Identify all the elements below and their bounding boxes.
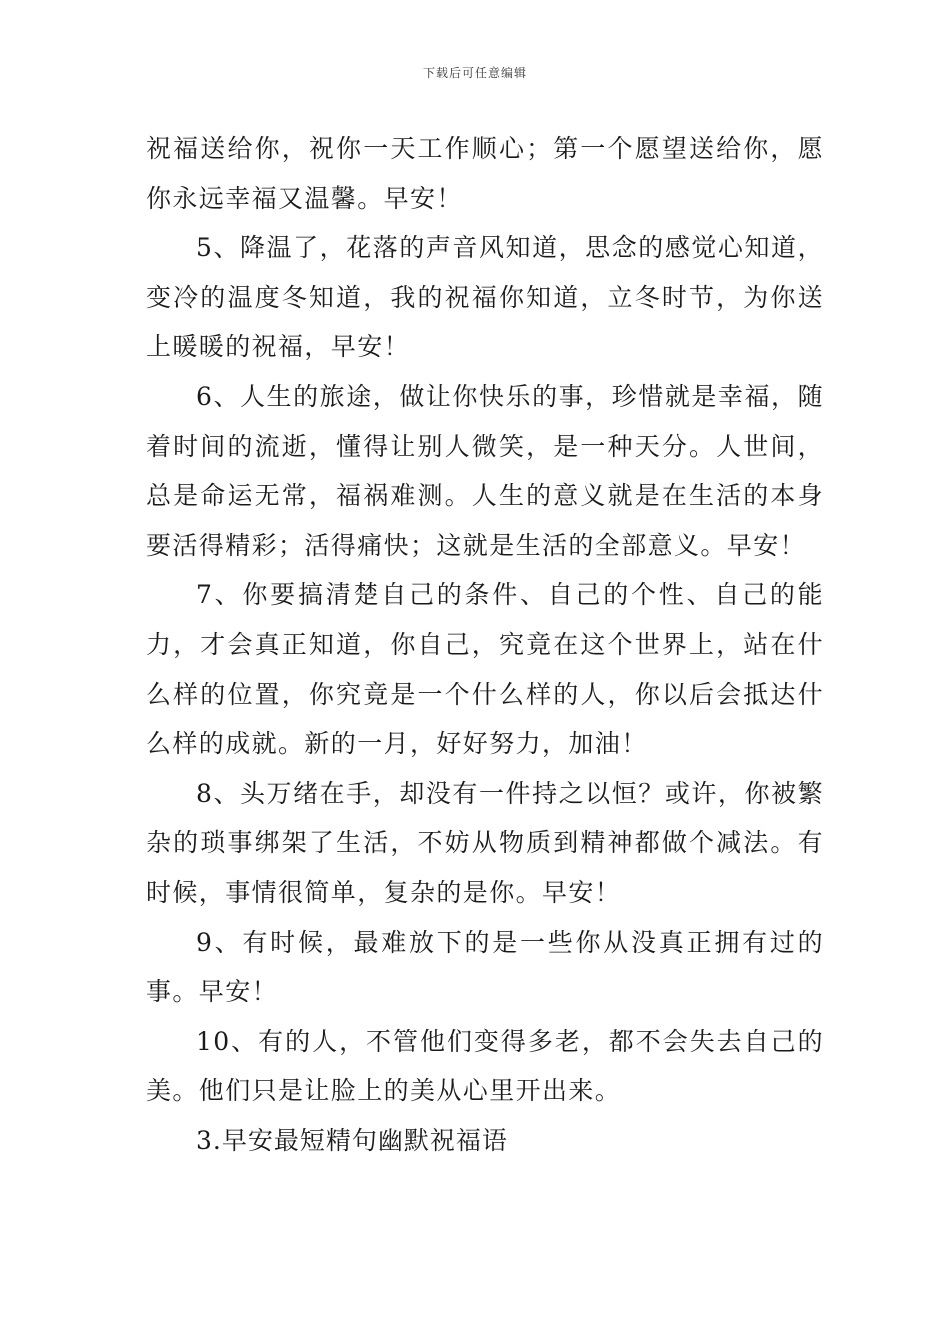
document-body [146, 124, 824, 1165]
paragraph-item-9: 9、有时候，最难放下的是一些你从没真正拥有过的事。早安！ [146, 927, 824, 1007]
paragraph-continuation: 祝福送给你，祝你一天工作顺心；第一个愿望送给你，愿你永远幸福又温馨。早安！ [146, 134, 824, 213]
paragraph-item-5: 5、降温了，花落的声音风知道，思念的感觉心知道，变冷的温度冬知道，我的祝福你知道，立冬时节，为你送上暖暖的祝福，早安！ [146, 233, 824, 362]
paragraph-item-8: 8、头万绪在手，却没有一件持之以恒？或许，你被繁杂的琐事绑架了生活，不妨从物质到精神都做个减法。有时候，事情很简单，复杂的是你。早安！ [146, 778, 824, 907]
paragraph-item-7: 7、你要搞清楚自己的条件、自己的个性、自己的能力，才会真正知道，你自己，究竟在这个世界上，站在什么样的位置，你究竟是一个什么样的人，你以后会抵达什么样的成就。新的一月，好好努力，加油！ [146, 580, 824, 759]
section-heading: 3.早安最短精句幽默祝福语 [196, 1125, 508, 1155]
paragraph-item-10: 10、有的人，不管他们变得多老，都不会失去自己的美。他们只是让脸上的美从心里开出来。 [146, 1026, 824, 1106]
page-header: 下载后可任意编辑 [422, 66, 527, 80]
paragraph-item-6: 6、人生的旅途，做让你快乐的事，珍惜就是幸福，随着时间的流逝，懂得让别人微笑，是一种天分。人世间，总是命运无常，福祸难测。人生的意义就是在生活的本身要活得精彩；活得痛快；这就是生活的全部意义。早安！ [146, 381, 824, 560]
